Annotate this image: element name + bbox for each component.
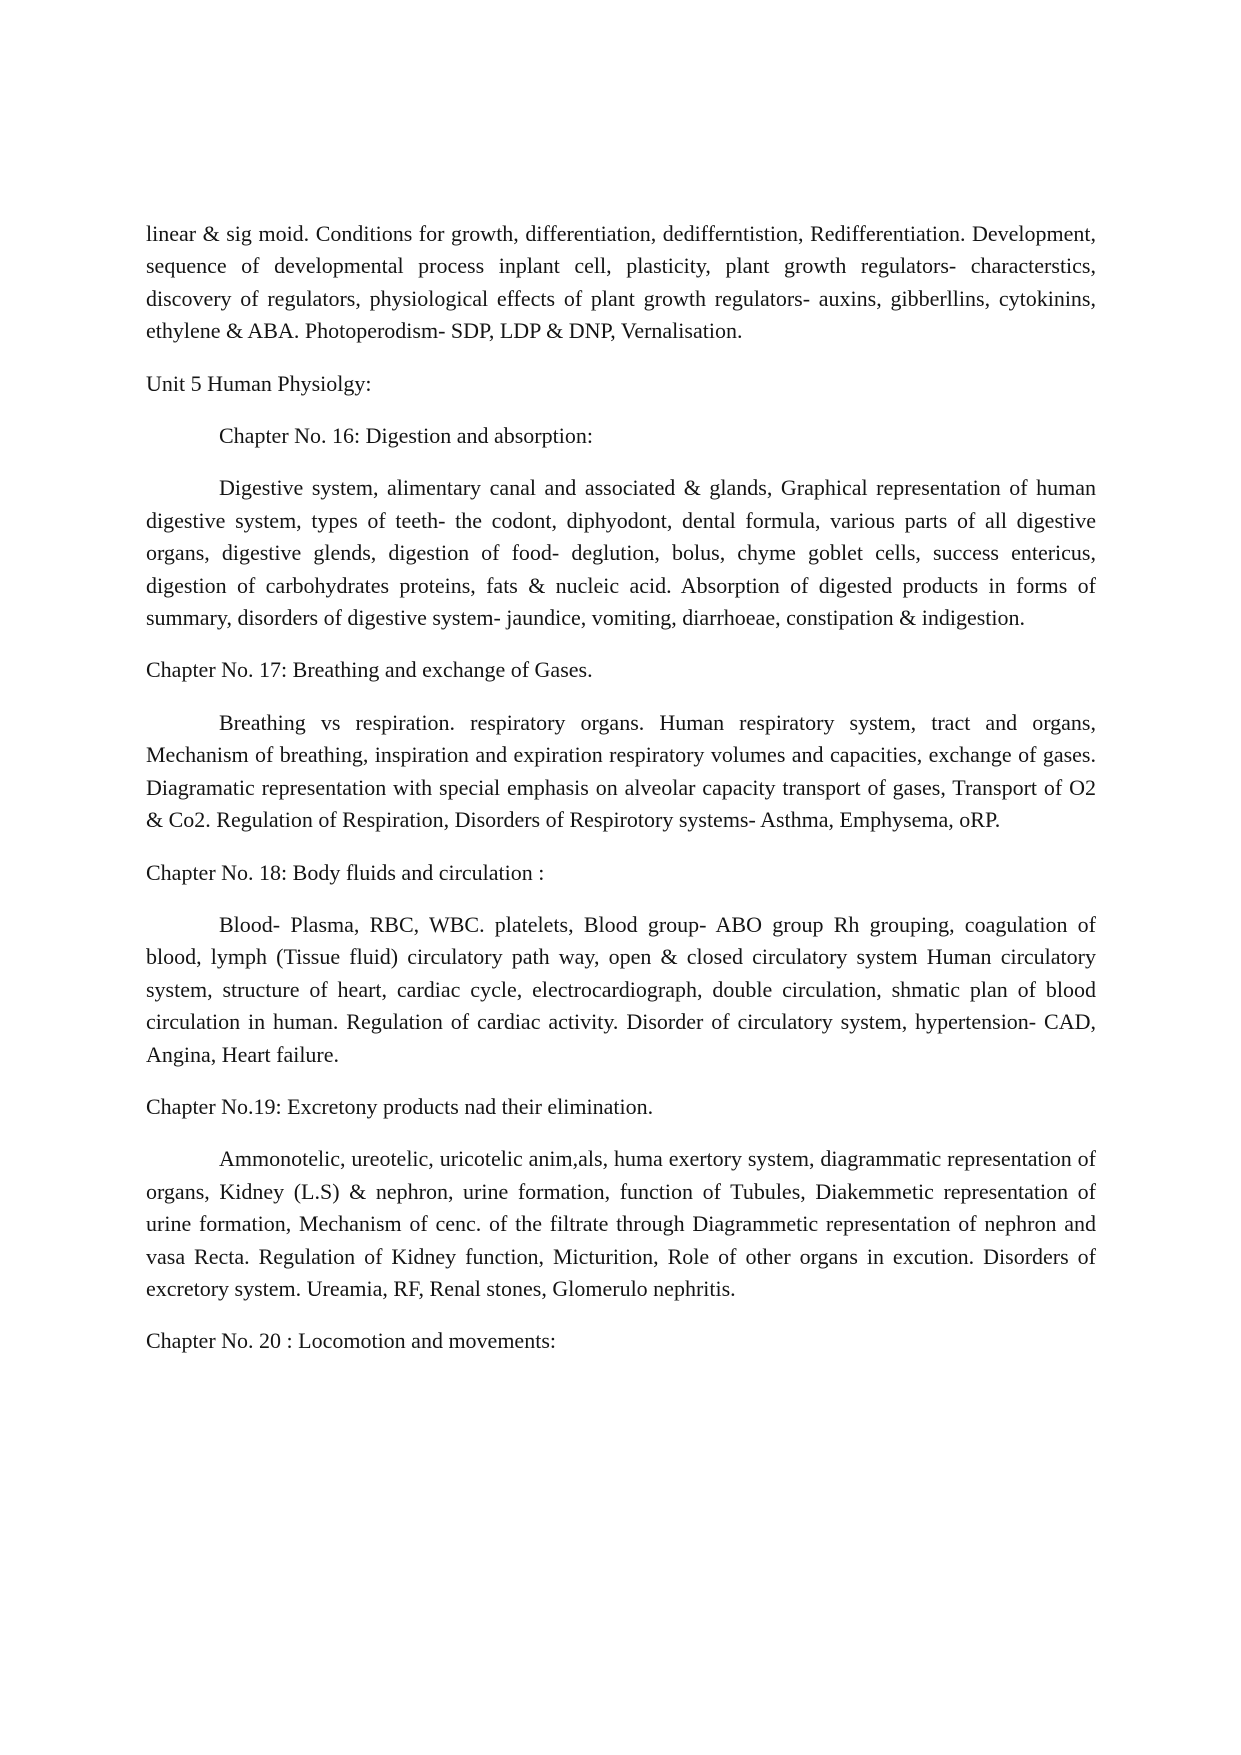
chapter-19-heading: Chapter No.19: Excretony products nad their elimination. [146, 1093, 654, 1119]
chapter-16-heading: Chapter No. 16: Digestion and absorption: [219, 423, 593, 449]
paragraph-growth-continued: linear & sig moid. Conditions for growth, differentiation, dedifferntistion, Redifferentiation. Development, sequence of developmental process inplant cell, plasticity, plant growth regulators- characterstics, discovery of regulators, physiological effects of plant growth regulators- auxins, gibberllins, cytokinins, ethylene & ABA. Photoperodism- SDP, LDP & DNP, Vernalisation. [146, 221, 1096, 344]
chapter-19-body: Ammonotelic, ureotelic, uricotelic anim,als, huma exertory system, diagrammatic representation of organs, Kidney (L.S) & nephron, urine formation, function of Tubules, Diakemmetic representation of urine formation, Mechanism of cenc. of the filtrate through Diagrammetic representation of nephron and vasa Recta. Regulation of Kidney function, Micturition, Role of other organs in excution. Disorders of excretory system. Ureamia, RF, Renal stones, Glomerulo nephritis. [146, 1146, 1096, 1301]
chapter-17-body: Breathing vs respiration. respiratory organs. Human respiratory system, tract and organs, Mechanism of breathing, inspiration and expiration respiratory volumes and capacities, exchange of gases. Diagramatic representation with special emphasis on alveolar capacity transport of gases, Transport of O2 & Co2. Regulation of Respiration, Disorders of Respirotory systems- Asthma, Emphysema, oRP. [146, 709, 1096, 833]
chapter-17-heading: Chapter No. 17: Breathing and exchange of Gases. [146, 657, 593, 683]
chapter-18-body: Blood- Plasma, RBC, WBC. platelets, Blood group- ABO group Rh grouping, coagulation of blood, lymph (Tissue fluid) circulatory path way, open & closed circulatory system Human circulatory system, structure of heart, cardiac cycle, electrocardiograph, double circulation, shmatic plan of blood circulation in human. Regulation of cardiac activity. Disorder of circulatory system, hypertension- CAD, Angina, Heart failure. [146, 911, 1096, 1067]
document-page [146, 218, 1096, 1378]
chapter-18-heading: Chapter No. 18: Body fluids and circulation : [146, 859, 545, 885]
chapter-16-body: Digestive system, alimentary canal and associated & glands, Graphical representation of human digestive system, types of teeth- the codont, diphyodont, dental formula, various parts of all digestive organs, digestive glends, digestion of food- deglution, bolus, chyme goblet cells, success entericus, digestion of carbohydrates proteins, fats & nucleic acid. Absorption of digested products in forms of summary, disorders of digestive system- jaundice, vomiting, diarrhoeae, constipation & indigestion. [146, 475, 1096, 631]
chapter-20-heading: Chapter No. 20 : Locomotion and movements: [146, 1328, 556, 1354]
unit-heading: Unit 5 Human Physiolgy: [146, 370, 372, 396]
